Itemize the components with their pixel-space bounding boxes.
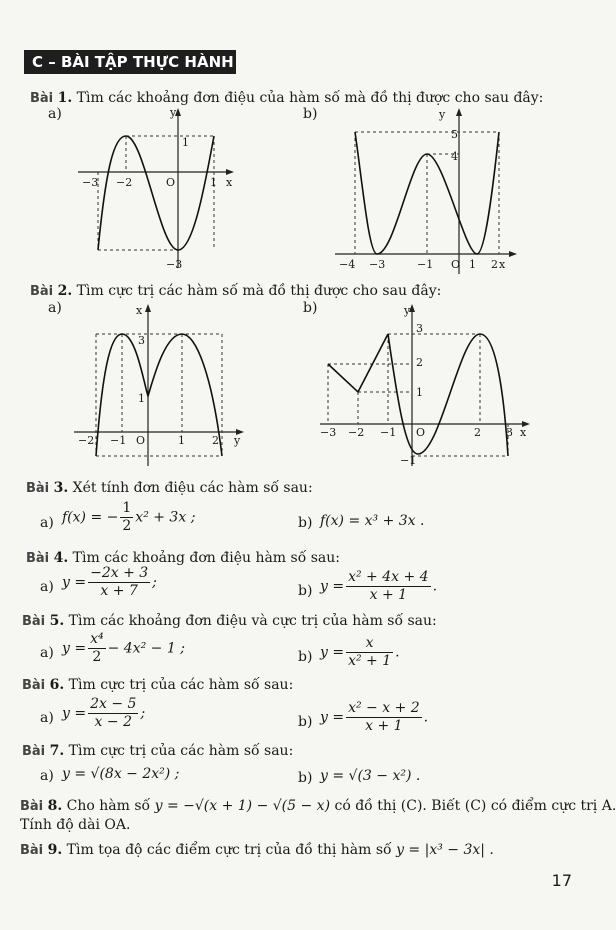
origin-label: O — [166, 176, 176, 189]
svg-text:1: 1 — [416, 386, 423, 399]
exercise-3-part-b: b) — [298, 515, 313, 531]
svg-text:4: 4 — [451, 150, 458, 163]
x-axis-label: x — [520, 426, 527, 439]
svg-text:−2: −2 — [78, 434, 95, 447]
svg-text:−2: −2 — [348, 426, 365, 439]
exercise-5: Bài 5. Tìm các khoảng đơn điệu và cực trị của hàm số sau: — [22, 613, 437, 629]
graph-1b — [335, 108, 525, 278]
exercise-4-part-b: b) — [298, 583, 313, 599]
y-axis-label: y — [404, 304, 411, 317]
exercise-5-part-b: b) — [298, 649, 313, 665]
exercise-1-part-b: b) — [303, 106, 318, 122]
exercise-4: Bài 4. Tìm các khoảng đơn điệu hàm số sau: — [26, 550, 340, 566]
svg-text:2: 2 — [212, 434, 219, 447]
svg-text:1: 1 — [469, 258, 476, 271]
svg-text:1: 1 — [210, 176, 217, 189]
exercise-6: Bài 6. Tìm cực trị của các hàm số sau: — [22, 677, 294, 693]
exercise-7-part-b: b) — [298, 770, 313, 786]
graph-1a — [78, 108, 238, 278]
formula-6a: y = $\frac{2x - 5}{x - 2}$ ; — [62, 696, 146, 730]
svg-text:1: 1 — [178, 434, 185, 447]
svg-text:−1: −1 — [110, 434, 127, 447]
page-number: 17 — [551, 871, 572, 890]
exercise-2-part-b: b) — [303, 300, 318, 316]
formula-7b: y = √(3 − x²) . — [320, 768, 421, 784]
svg-text:−1: −1 — [400, 454, 417, 467]
svg-text:−3: −3 — [320, 426, 337, 439]
exercise-2-part-a: a) — [48, 300, 62, 316]
svg-text:1: 1 — [138, 392, 145, 405]
formula-5b: y = $\frac{x}{\text{x² + 1}}$ . — [320, 635, 400, 669]
svg-text:2: 2 — [474, 426, 481, 439]
x-axis-label: x — [226, 176, 233, 189]
exercise-7-part-a: a) — [40, 768, 54, 784]
exercise-8-line-2: Tính độ dài OA. — [20, 817, 131, 833]
exercise-3-part-a: a) — [40, 515, 54, 531]
exercise-4-part-a: a) — [40, 579, 54, 595]
formula-7a: y = √(8x − 2x²) ; — [62, 766, 180, 782]
svg-text:5: 5 — [451, 128, 458, 141]
y-axis-label: x — [136, 304, 143, 317]
formula-8: y = −√(x + 1) − √(5 − x) — [154, 798, 331, 814]
svg-text:−1: −1 — [417, 258, 434, 271]
exercise-6-part-b: b) — [298, 714, 313, 730]
formula-4a: y = $\frac{-2x + 3}{x + 7}$ ; — [62, 565, 157, 599]
formula-5a: y = $\frac{\text{x⁴}}{2}$ − 4x² − 1 ; — [62, 631, 185, 665]
formula-3b: f(x) = x³ + 3x . — [320, 513, 425, 529]
y-axis-label: y — [170, 106, 177, 119]
svg-text:3: 3 — [138, 334, 145, 347]
exercise-7: Bài 7. Tìm cực trị của các hàm số sau: — [22, 743, 294, 759]
svg-text:−2: −2 — [116, 176, 133, 189]
exercise-1-part-a: a) — [48, 106, 62, 122]
svg-text:2: 2 — [416, 356, 423, 369]
x-axis-label: x — [499, 258, 506, 271]
graph-2a — [74, 304, 254, 469]
origin-label: O — [136, 434, 146, 447]
graph-2b — [320, 304, 540, 469]
svg-text:−3: −3 — [166, 258, 183, 271]
formula-6b: y = $\frac{\text{x² − x + 2}}{x + 1}$ . — [320, 700, 429, 734]
formula-4b: y = $\frac{\text{x² + 4x + 4}}{x + 1}$ . — [320, 569, 438, 603]
exercise-6-part-a: a) — [40, 710, 54, 726]
svg-text:3: 3 — [416, 322, 423, 335]
svg-text:−4: −4 — [339, 258, 356, 271]
svg-text:−1: −1 — [380, 426, 397, 439]
exercise-8: Bài 8. Cho hàm số y = −√(x + 1) − √(5 − x) có đồ thị (C). Biết (C) có điểm cực trị A. — [20, 798, 616, 814]
svg-text:1: 1 — [182, 136, 189, 149]
svg-text:3: 3 — [506, 426, 513, 439]
formula-3a: f(x) = − $\frac{1}{2}$ x² + 3x ; — [62, 500, 196, 534]
origin-label: O — [416, 426, 426, 439]
section-header: C – BÀI TẬP THỰC HÀNH — [24, 50, 236, 74]
svg-text:2: 2 — [491, 258, 498, 271]
exercise-2: Bài 2. Tìm cực trị các hàm số mà đồ thị được cho sau đây: — [30, 283, 442, 299]
exercise-1: Bài 1. Tìm các khoảng đơn điệu của hàm số mà đồ thị được cho sau đây: — [30, 90, 544, 106]
x-axis-label: y — [234, 434, 241, 447]
y-axis-label: y — [439, 108, 446, 121]
formula-9: y = |x³ − 3x| . — [396, 842, 494, 858]
svg-text:−3: −3 — [82, 176, 99, 189]
origin-label: O — [451, 258, 461, 271]
exercise-9: Bài 9. Tìm tọa độ các điểm cực trị của đồ thị hàm số y = |x³ − 3x| . — [20, 842, 494, 858]
exercise-3: Bài 3. Xét tính đơn điệu các hàm số sau: — [26, 480, 313, 496]
svg-text:−3: −3 — [369, 258, 386, 271]
exercise-5-part-a: a) — [40, 645, 54, 661]
